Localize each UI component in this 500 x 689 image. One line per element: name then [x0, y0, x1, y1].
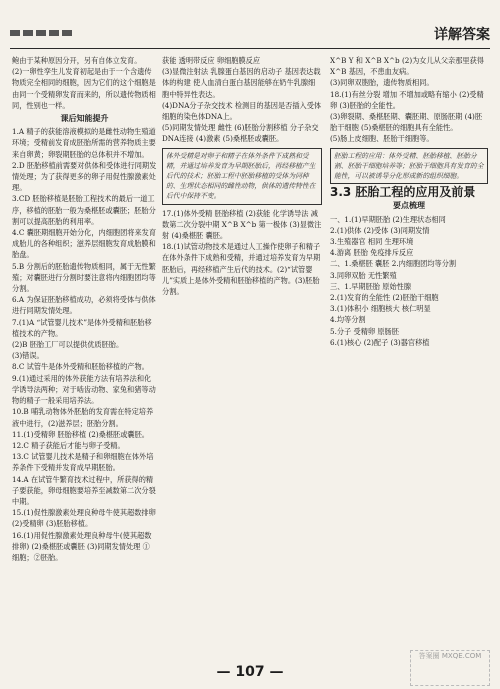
page-header	[10, 24, 490, 49]
explanation-box: 体外受精是对卵子和精子在体外条件下成熟和受精，并通过培养发育为早期胚胎后，再经移植产生后代的技术；胚胎工程中胚胎移植的受体为同种的、生理状态相同的雌性动物，供体的遗传特性在后代中保持不变。	[162, 148, 322, 205]
answer-line: 15.(1)促性腺激素处理良种母牛使其超数排卵 (2)受精卵 (3)胚胎移植。	[12, 508, 156, 529]
answer-line: 3.CD 胚胎移植是胚胎工程技术的最后一道工序，移植的胚胎一般为桑椹胚或囊胚；胚胎分割可以提高胚胎的利用率。	[12, 194, 156, 226]
answer-line: (4)DNA分子杂交技术 检测目的基因是否插入受体细胞的染色体DNA上。	[162, 100, 322, 122]
section-heading: 要点梳理	[393, 201, 425, 211]
answer-line: 9.(1)通过采用的体外获能方法有培养法和化学诱导法两种；对于啮齿动物、家兔和猪等动物的精子一般采用培养法。	[12, 373, 156, 406]
answer-line: 5.B 分割后的胚胎遗传物质相同，属于无性繁殖；对囊胚进行分割时要注意将内细胞团均等分割。	[12, 261, 156, 294]
answer-line: (5)肠上皮细胞、胚胎干细胞等。	[330, 134, 434, 144]
answer-line: (3)同卵双胞胎，遗传物质相同。	[330, 78, 434, 88]
outline-line: 5.分子 受精卵 原肠胚	[330, 326, 399, 336]
answer-line: 1.A 精子的获能溶液模拟的是雌性动物生殖道环境；受精前发育成胚胎所需的营养物质主要来自卵黄；卵裂期胚胎的总体积并不增加。	[12, 127, 156, 159]
outline-line: 二、1.桑椹胚 囊胚 2.内细胞团均等分割	[330, 259, 457, 269]
watermark-logo: 答案圈 MXQE.COM	[410, 650, 490, 686]
answer-line: 18.(1)有丝分裂 增加 不增加或略有缩小 (2)受精卵 (3)胚胎的全能性。	[330, 89, 484, 110]
answer-line: 14.A 在试管牛繁育技术过程中，所获得的精子要获能，卵母细胞要培养至减数第二次分裂中期。	[12, 474, 156, 506]
answer-page	[12, 55, 488, 655]
page-number: — 107 —	[216, 664, 284, 680]
answer-line: (2)一卵性孪生儿发育初起是由于一个含遗传物质完全相同的细胞，因为它们的这个细胞是由同一个受精卵发育而来的，所以遗传物质相同，性别也一样。	[12, 67, 156, 110]
answer-line: (3)显微注射法 乳腺蛋白基因的启动子 基因表达载体的构建 使人血清白蛋白基因能够在奶牛乳腺细胞中特异性表达。	[162, 67, 321, 99]
answer-line: 4.C 囊胚期细胞开始分化，内细胞团将来发育成胎儿的各种组织；滋养层细胞发育成胎膜和胎盘。	[12, 228, 157, 260]
outline-line: 2.(1)供体 (2)受体 (3)同期发情	[330, 225, 430, 235]
column-2	[162, 55, 322, 655]
outline-line: 3.同卵双胎 无性繁殖	[330, 270, 397, 280]
answer-line: X^B Y 和 X^B X^b (2)为女儿从父亲那里获得 X^B 基因，不患血友病。	[330, 56, 484, 77]
answer-line: (5)同期发情处理 雌性 (6)胚胎分割移植 分子杂交 DNA连接 (4)激素 (5)桑椹胚或囊胚。	[162, 123, 319, 144]
chapter-title: 3.3 胚胎工程的应用及前景	[330, 185, 476, 200]
header-brand: 详解答案	[434, 27, 490, 43]
explanation-box: 胚胎工程的应用：体外受精、胚胎移植、胚胎分割、胚胎干细胞培养等；胚胎干细胞具有发育的全能性，可以被诱导分化形成新的组织细胞。	[330, 148, 488, 185]
outline-line: 一、1.(1)早期胚胎 (2)生理状态相同	[330, 214, 446, 224]
outline-line: 3.生殖器官 相同 生理环境	[330, 237, 414, 247]
answer-line: 8.C 试管牛是体外受精和胚胎移植的产物。	[12, 362, 149, 372]
answer-line: 鲍由于某种原因分开，另有自体立发育。	[12, 56, 142, 65]
answer-line: 11.(1)受精卵 胚胎移植 (2)桑椹胚或囊胚。	[12, 429, 149, 439]
answer-line: 6.A 为保证胚胎移植成功，必须将受体与供体进行同期发情处理。	[12, 295, 156, 316]
outline-line: 3.(1)体积小 细胞核大 核仁明显	[330, 304, 431, 314]
answer-line: 课后知能提升	[60, 114, 109, 124]
outline-line: 2.(1)发育的全能性 (2)胚胎干细胞	[330, 293, 439, 303]
column-3	[330, 55, 488, 655]
answer-line: 10.B 哺乳动物体外胚胎的发育需在特定培养液中进行，(2)滋养层；胚胎分割。	[12, 407, 154, 428]
outline-line: 4.游离 胚胎 免疫排斥反应	[330, 248, 414, 258]
outline-line: 三、1.早期胚胎 原始性腺	[330, 281, 412, 291]
answer-line: (2)B 胚胎工厂可以提供优质胚胎。	[12, 340, 124, 350]
column-1	[12, 55, 157, 655]
outline-line: 6.(1)核心 (2)配子 (3)器官移植	[330, 337, 430, 347]
answer-line: 获能 透明带反应 卵细胞膜反应	[162, 56, 261, 65]
answer-line: 13.C 试管婴儿技术是精子和卵细胞在体外培养条件下受精并发育成早期胚胎。	[12, 452, 154, 473]
answer-line: (3)错误。	[12, 351, 44, 361]
header-decoration	[10, 30, 72, 36]
answer-line: (3)卵裂期、桑椹胚期、囊胚期、原肠胚期 (4)胚胎干细胞 (5)桑椹胚的细胞具有全能性。	[330, 112, 483, 133]
answer-line: 7.(1)A “试管婴儿技术”是体外受精和胚胎移植技术的产物。	[12, 317, 152, 338]
answer-line: 18.(1)试管动物技术是通过人工操作使卵子和精子在体外条件下成熟和受精，并通过培养发育为早期胚胎后，再经移植产生后代的技术。(2)“试管婴儿”实质上是体外受精和胚胎移植的产物。(3)胚胎分割。	[162, 242, 321, 297]
answer-line: 12.C 精子获能后才能与卵子受精。	[12, 440, 125, 450]
answer-line: 2.D 胚胎移植前需要对供体和受体进行同期发情处理；为了获得更多的卵子用促性腺激素处理。	[12, 160, 157, 193]
outline-line: 4.均等分割	[330, 315, 366, 325]
answer-line: 16.(1)用促性腺激素处理良种母牛(使其超数排卵) (2)桑椹胚或囊胚 (3)同期发情处理 ①细胞；②胚胎。	[12, 530, 152, 562]
answer-line: 17.(1)体外受精 胚胎移植 (2)获能 化学诱导法 减数第二次分裂中期 X^B X^b 第一极体 (3)显微注射 (4)桑椹胚 囊胚。	[162, 208, 322, 241]
